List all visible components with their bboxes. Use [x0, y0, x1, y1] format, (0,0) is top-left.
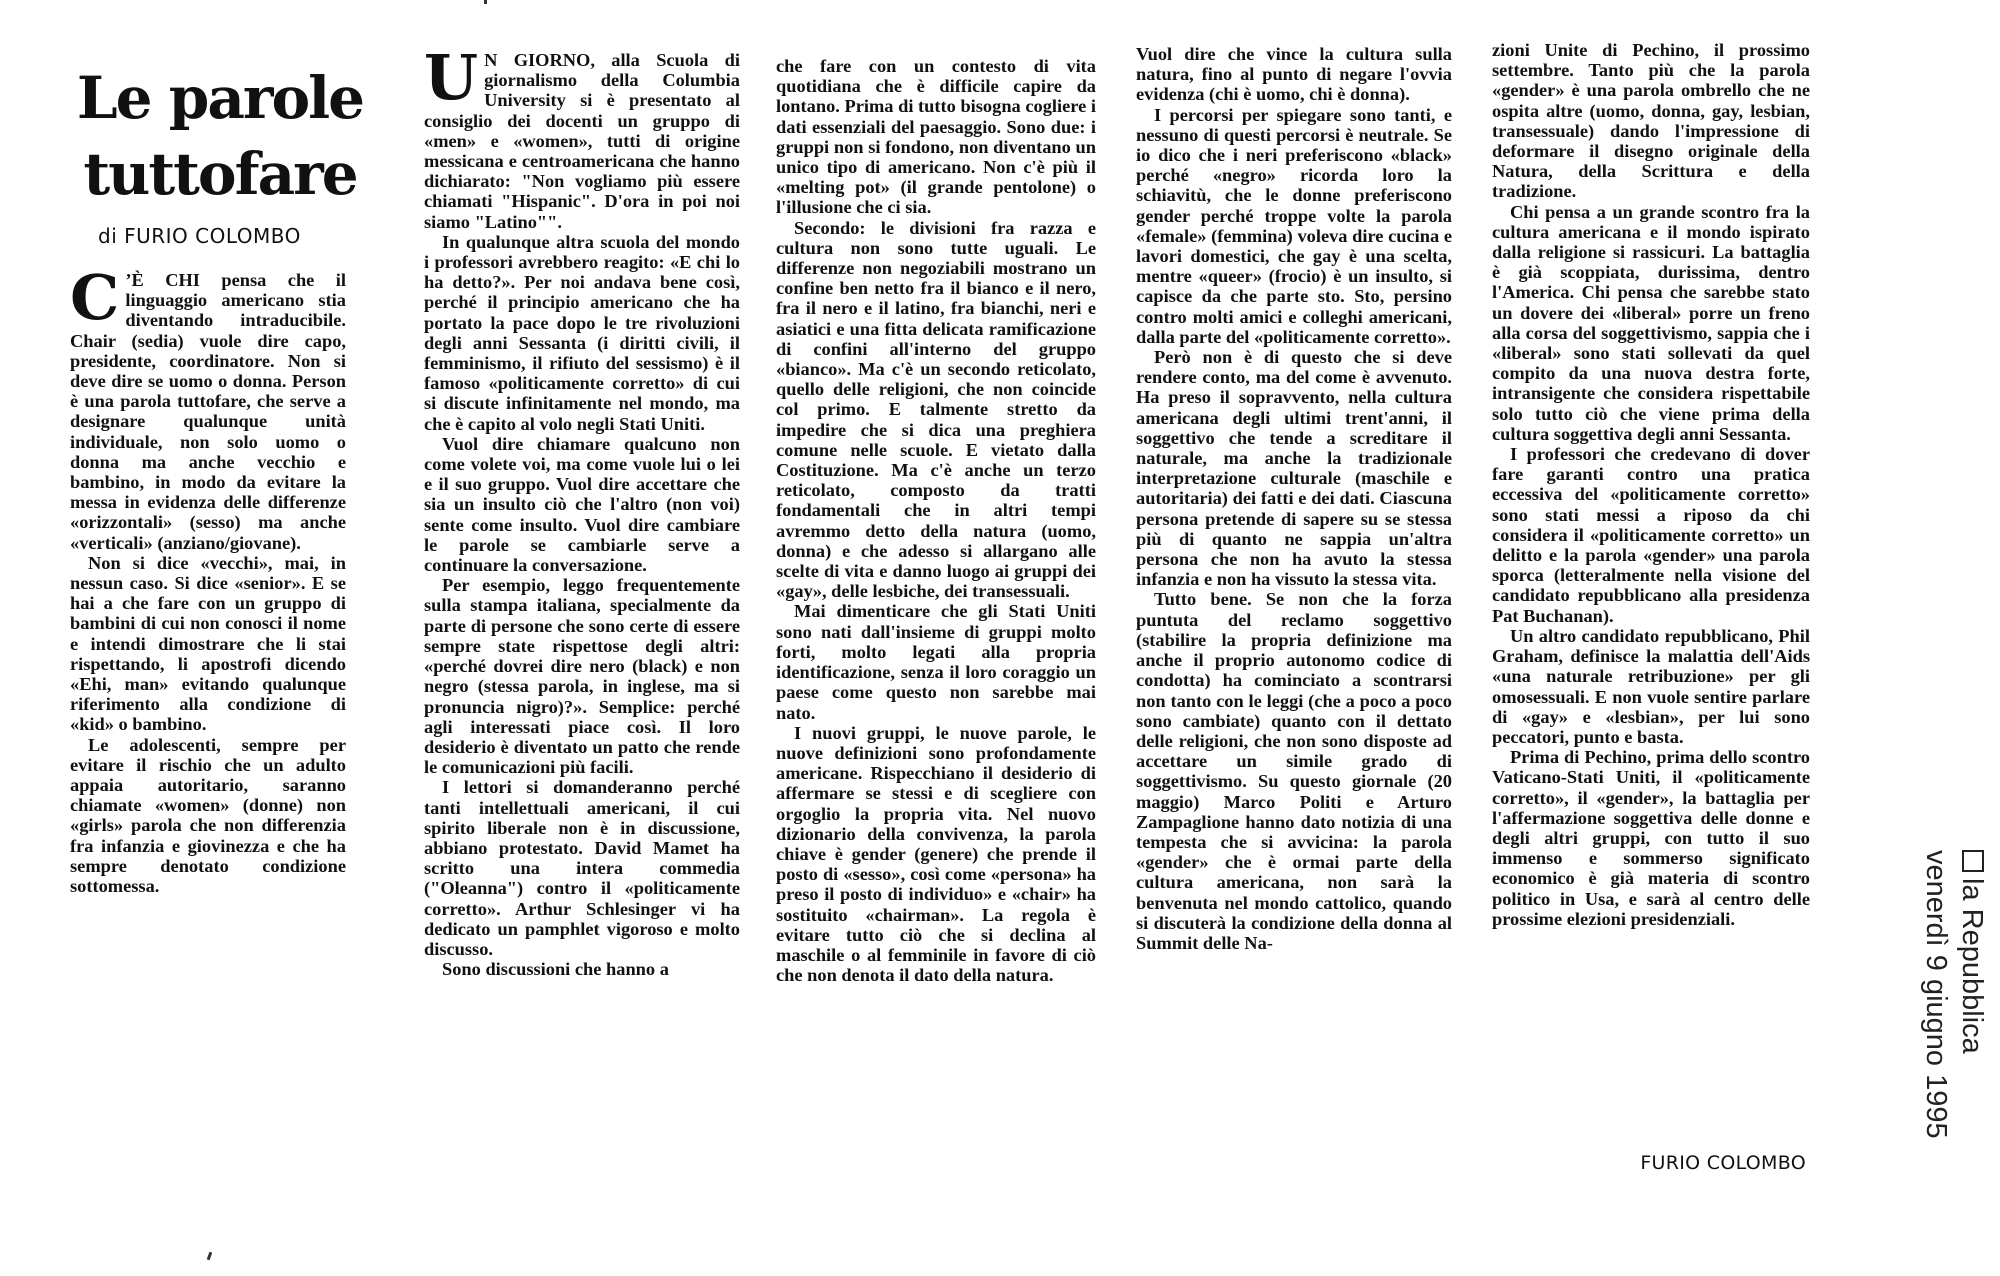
- column-2-paragraph-1: U N GIORNO, alla Scuola di giornalismo della Columbia University si è presentato al consiglio dei docenti un gruppo di «men» e «women», tutti di origine messicana e centroamericana che hanno dichiarato: "Non vogliamo più essere chiamati "Hispanic". D'ora in poi noi siamo "Latino"".: [424, 50, 740, 232]
- column-5-paragraph-1: zioni Unite di Pechino, il prossimo settembre. Tanto più che la parola «gender» è una parola ombrello che ne ospita altre (uomo, donna, gay, lesbian, transessuale) dando l'impressione di deformare il disegno originale della Natura, della Scrittura e della tradizione.: [1492, 40, 1810, 202]
- article-byline: di FURIO COLOMBO: [98, 224, 301, 248]
- column-3-paragraph-2: Secondo: le divisioni fra razza e cultura non sono tutte uguali. Le differenze non negoziabili mostrano un confine ben netto fra il bianco e il nero, fra il nero e il latino, fra bianchi, neri e asiatici e una fitta delicata ramificazione di confini all'interno del gruppo «bianco». Ma c'è un secondo reticolato, quello delle religioni, che non coincide col primo. E talmente stretto da impedire che si dica una preghiera comune nelle scuole. E vietato dalla Costituzione. Ma c'è anche un terzo reticolato, composto da tratti fondamentali che in altri tempi avremmo detto della natura (uomo, donna) e che adesso si allargano alle scelte di vita e danno luogo ai gruppi dei «gay», delle lesbiche, dei transessuali.: [776, 217, 1096, 602]
- column-4-paragraph-4: Tutto bene. Se non che la forza puntuta del reclamo soggettivo (stabilire la propria definizione ma anche il proprio autonomo codice di condotta) ha cominciato a scontrarsi non tanto con le leggi (che a poco a poco sono cambiate) quanto con il dettato delle religioni, che non sono disposte ad accettare un simile grado di soggettivismo. Su questo giornale (20 maggio) Marco Politi e Arturo Zampaglione hanno dato notizia di una tempesta che si avvicina: la parola «gender» che è ormai parte della cultura americana, non sarà la benvenuta nel mondo cattolico, quando si discuterà la condizione della donna al Summit delle Na-: [1136, 589, 1452, 953]
- scan-mark-bottom: [207, 1252, 213, 1261]
- column-3-paragraph-4: I nuovi gruppi, le nuove parole, le nuove definizioni sono profondamente americane. Rispecchiano il desiderio di affermare se stessi e di scegliere con orgoglio la propria vita. Nel nuovo dizionario della convivenza, la parola chiave è gender (genere) che prende il posto di «sesso», così come «persona» ha preso il posto di individuo» e «chair» ha sostituito «chairman». La regola è evitare tutto ciò che si declina al maschile o al femminile in favore di ciò che non denota il dato della natura.: [776, 722, 1096, 986]
- column-3-paragraph-1: che fare con un contesto di vita quotidiana che è difficile capire da lontano. Prima di tutto bisogna cogliere i dati essenziali del paesaggio. Sono due: i gruppi non si fondono, non diventano un unico tipo di americano. Non c'è più il «melting pot» (il grande pentolone) o l'illusione che ci sia.: [776, 56, 1096, 218]
- checkbox-square-icon: [1962, 850, 1984, 872]
- column-3-paragraph-3: Mai dimenticare che gli Stati Uniti sono nati dall'insieme di gruppi molto forti, molto legati alla propria identificazione, senza il loro coraggio un paese come questo non sarebbe mai nato.: [776, 601, 1096, 723]
- column-2-paragraph-5: I lettori si domanderanno perché tanti intellettuali americani, il cui spirito liberale non è in discussione, abbiano protestato. David Mamet ha scritto una intera commedia ("Oleanna") contro il «politicamente corretto». Arthur Schlesinger vi ha dedicato un pamphlet vigoroso e molto discusso.: [424, 777, 740, 959]
- dropcap-c: C: [70, 270, 120, 334]
- column-4-paragraph-2: I percorsi per spiegare sono tanti, e nessuno di questi percorsi è neutrale. Se io dico che i neri preferiscono «black» perché «negro» ricorda loro la schiavitù, che le donne preferiscono gender perché troppe volte la parola «female» (femmina) voleva dire cucina e lavori domestici, che gay è una scelta, mentre «queer» (frocio) è un insulto, si capisce da che parte sto. Sto, persino contro molti amici e colleghi americani, dalla parte del «politicamente corretto».: [1136, 104, 1452, 347]
- newspaper-name: la Repubblica: [1954, 850, 1990, 1190]
- column-2-paragraph-4: Per esempio, leggo frequentemente sulla stampa italiana, specialmente da parte di persone che sono certe di essere sempre state rispettose degli altri: «perché dovrei dire nero (black) e non negro (stessa parola, in inglese, ma si pronuncia nigro)?». Semplice: perché agli interessati piace così. Il loro desiderio è diventato un patto che rende le comunicazioni più facili.: [424, 575, 740, 778]
- column-2-paragraph-2: In qualunque altra scuola del mondo i professori avrebbero reagito: «E chi lo ha detto?». Per noi andava bene così, perché il principio americano che ha portato la pace dopo le tre rivoluzioni degli anni Sessanta (i diritti civili, il femminismo, il rifiuto del sessismo) è il famoso «politicamente corretto» di cui si discute infinitamente nel mondo, ma che è capito al volo negli Stati Uniti.: [424, 231, 740, 434]
- column-2-paragraph-3: Vuol dire chiamare qualcuno non come volete voi, ma come vuole lui o lei e il suo gruppo. Vuol dire accettare che sia un insulto ciò che l'altro (non voi) sente come insulto. Vuol dire cambiare le parole se cambiarle serve a continuare la conversazione.: [424, 433, 740, 576]
- column-5-paragraph-2: Chi pensa a un grande scontro fra la cultura americana e il mondo ispirato dalla religione si rassicuri. La battaglia è già scoppiata, durissima, dentro l'America. Chi pensa che sarebbe stato un dovere dei «liberal» porre un freno alla corsa del soggettivismo, sappia che i «liberal» sono stati sollevati da quel compito da una nuova destra forte, intransigente che considera rispettabile solo tutto ciò che viene prima della cultura soggettiva degli anni Sessanta.: [1492, 201, 1810, 444]
- article-signature: FURIO COLOMBO: [1640, 1152, 1806, 1174]
- article-column-1: [70, 270, 346, 1090]
- article-column-2: [424, 50, 740, 1200]
- column-5-paragraph-5: Prima di Pechino, prima dello scontro Vaticano-Stati Uniti, il «politicamente corretto», il «gender», la battaglia per l'affermazione soggettiva delle donne e degli altri gruppi, con tutto il suo immenso e sommerso significato economico è già materia di scontro politico in Usa, e sarà al centro delle prossime elezioni presidenziali.: [1492, 747, 1810, 929]
- dropcap-u: U: [424, 50, 479, 114]
- article-title: [70, 60, 370, 212]
- article-column-5: [1492, 40, 1810, 1140]
- column-1-paragraph-1: C ’È CHI pensa che il linguaggio americano stia diventando intraducibile. Chair (sedia) vuole dire capo, presidente, coordinatore. Non si deve dire se uomo o donna. Person è una parola tuttofare, che serve a designare qualunque unità individuale, non solo uomo o donna ma anche vecchio e bambino, in modo da evitare la messa in evidenza delle differenze «orizzontali» (sesso) ma anche «verticali» (anziano/giovane).: [70, 270, 346, 553]
- column-5-paragraph-3: I professori che credevano di dover fare garanti contro una pratica eccessiva del «politicamente corretto» sono stati messi a riposo da chi considera il «politicamente corretto» un delitto e la parola «gender» una parola sporca (letteralmente nella visione del candidato repubblicano alla presidenza Pat Buchanan).: [1492, 444, 1810, 626]
- article-column-4: [1136, 44, 1452, 1194]
- column-4-paragraph-1: Vuol dire che vince la cultura sulla natura, fino al punto di negare l'ovvia evidenza (chi è uomo, chi è donna).: [1136, 44, 1452, 105]
- column-2-paragraph-6: Sono discussioni che hanno a: [442, 959, 669, 980]
- column-1-paragraph-2: Non si dice «vecchi», mai, in nessun caso. Si dice «senior». E se hai a che fare con un gruppo di bambini di cui non conosci il nome e intendi dimostrare che li stai rispettando, li apostrofi dicendo «Ehi, man» evitando qualunque riferimento alla condizione di «kid» o bambino.: [70, 552, 346, 735]
- column-1-paragraph-3: Le adolescenti, sempre per evitare il rischio che un adulto appaia autoritario, saranno chiamate «women» (donne) non «girls» parola che non differenzia fra infanzia e giovinezza e che ha sempre denotato condizione sottomessa.: [70, 734, 346, 897]
- scan-mark-top: [484, 0, 487, 4]
- source-stamp: [1900, 850, 1990, 1190]
- title-line-1: Le parole: [76, 64, 364, 132]
- column-5-paragraph-4: Un altro candidato repubblicano, Phil Graham, definisce la malattia dell'Aids «una naturale retribuzione» per gli omosessuali. E non vuole sentire parlare di «gay» e «lesbian», per lui sono peccatori, punto e basta.: [1492, 625, 1810, 747]
- article-column-3: [776, 56, 1096, 1196]
- publication-date: venerdì 9 giugno 1995: [1920, 850, 1952, 1139]
- column-4-paragraph-3: Però non è di questo che si deve rendere conto, ma del come è avvenuto. Ha preso il sopravvento, nella cultura americana degli ultimi trent'anni, il soggettivo che tende a screditare il naturale, ma anche la tradizionale interpretazione culturale (maschile e autoritaria) dei fatti e dei dati. Ciascuna persona pretende di sapere su se stessa più di quanto ne sappia un'altra persona che non ha avuto la stessa infanzia e non ha vissuto la stessa vita.: [1136, 347, 1452, 590]
- title-line-2: tuttofare: [83, 140, 357, 208]
